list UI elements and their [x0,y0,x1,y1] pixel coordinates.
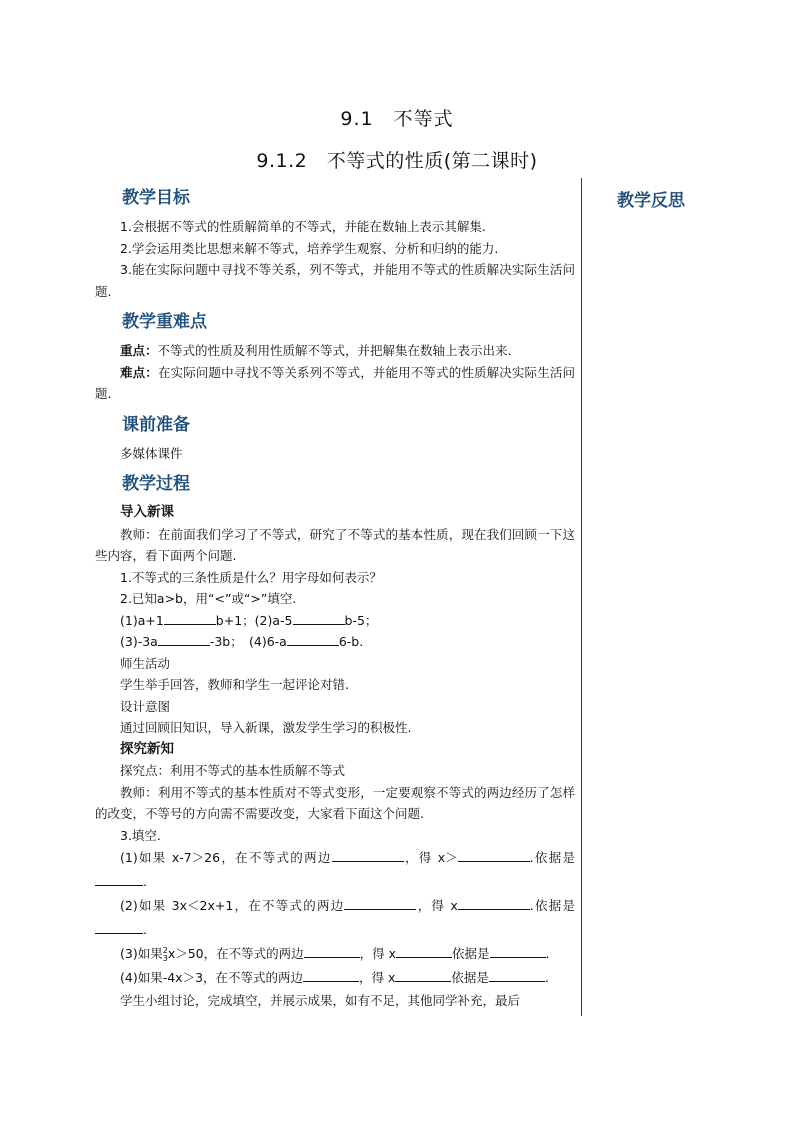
answer-blank [396,944,452,958]
process-heading: 教学过程 [122,474,190,494]
answer-blank [458,896,530,910]
prep-heading: 课前准备 [122,414,190,435]
intro-title: 导入新课 [120,504,174,520]
fill-part: x＞50，在不等式的两边 [167,946,304,961]
answer-blank [95,872,143,886]
answer-blank [158,632,210,646]
design-label: 设计意图 [120,698,171,714]
fill-item-2 [95,894,575,942]
activity-label: 师生活动 [120,655,171,671]
design-text: 通过回顾旧知识，导入新课，激发学生学习的积极性. [120,720,412,735]
fill-part: 依据是 [452,946,490,961]
fraction-denominator: 3 [162,953,168,963]
lesson-title: 9.1 不等式 [340,108,454,130]
answer-blank [303,968,359,982]
question-2-line-1 [95,610,575,632]
fill-part: ，得 x [416,898,458,913]
goals-heading: 教学目标 [122,188,190,208]
fill-part: .依据是 [529,850,575,865]
answer-blank [489,968,545,982]
fill-title: 3.填空. [120,827,161,843]
fill-part: . [143,874,147,889]
fill-part: . [544,970,549,985]
question-2: 2.已知a>b，用“<”或“>”填空. [120,591,297,606]
answer-blank [344,896,416,910]
fill-part: (4)如果-4x＞3，在不等式的两边 [120,970,304,985]
goal-item: 1.会根据不等式的性质解简单的不等式，并能在数轴上表示其解集. [120,219,486,234]
fill-item-1 [95,846,575,894]
goal-item: 2.学会运用类比思想来解不等式，培养学生观察、分析和归纳的能力. [120,240,499,256]
fraction-numerator: 2 [162,945,168,955]
main-column [95,186,575,1012]
reflection-heading: 教学反思 [617,191,685,211]
q2-part: b+1；(2)a-5 [215,612,293,628]
fill-part: . [143,922,147,937]
question-2-line-2 [95,631,575,653]
explore-title: 探究新知 [120,740,174,757]
fill-part: 依据是 [451,970,489,985]
q2-part: (1)a+1 [120,612,164,628]
fill-part: (1)如果 x-7＞26，在不等式的两边 [120,850,332,865]
intro-text: 教师：在前面我们学习了不等式，研究了不等式的基本性质，现在我们回顾一下这些内容，看下面两个问题. [95,526,575,563]
fill-part: (3)如果 [120,946,163,961]
key-label: 重点： [120,343,158,358]
q2-part: 6-b. [338,634,364,649]
answer-blank [164,611,216,625]
answer-blank [332,848,404,862]
answer-blank [95,920,143,934]
answer-blank [490,944,546,958]
fill-part: .依据是 [529,898,575,913]
answer-blank [458,848,530,862]
fill-item-3 [95,942,575,966]
answer-blank [395,968,451,982]
fill-item-4 [95,966,575,990]
answer-blank [293,611,345,625]
difficult-label: 难点： [120,364,158,380]
fill-part: ，得 x [359,946,396,961]
answer-blank [287,632,339,646]
column-divider [581,178,582,1016]
activity-text: 学生举手回答，教师和学生一起评论对错. [120,677,349,692]
explore-text: 教师：利用不等式的基本性质对不等式变形，一定要观察不等式的两边经历了怎样的改变，不等号的方向需不需要改变，大家看下面这个问题. [95,784,575,821]
goal-item: 3.能在实际问题中寻找不等关系，列不等式，并能用不等式的性质解决实际生活问题. [95,262,575,299]
fill-part: (2)如果 3x＜2x+1，在不等式的两边 [120,898,345,913]
fill-part: ，得 x [359,970,396,985]
explore-point: 探究点：利用不等式的基本性质解不等式 [120,763,346,778]
prep-text: 多媒体课件 [120,445,183,461]
lesson-subtitle: 9.1.2 不等式的性质(第二课时) [256,150,538,172]
q2-part: -3b； (4)6-a [209,634,287,649]
question-1: 1.不等式的三条性质是什么？用字母如何表示？ [120,569,382,585]
last-text: 学生小组讨论，完成填空，并展示成果，如有不足，其他同学补充，最后 [120,993,521,1008]
difficult-point [95,362,575,405]
q2-part: b-5； [344,612,378,628]
answer-blank [304,944,360,958]
key-text: 不等式的性质及利用性质解不等式，并把解集在数轴上表示出来. [157,343,512,358]
keypoints-heading: 教学重难点 [122,312,207,332]
q2-part: (3)-3a [120,634,158,649]
key-point [95,340,575,362]
fill-part: . [545,946,550,961]
fill-part: ，得 x＞ [403,850,458,865]
difficult-text: 在实际问题中寻找不等关系列不等式，并能用不等式的性质解决实际生活问题. [95,364,575,401]
